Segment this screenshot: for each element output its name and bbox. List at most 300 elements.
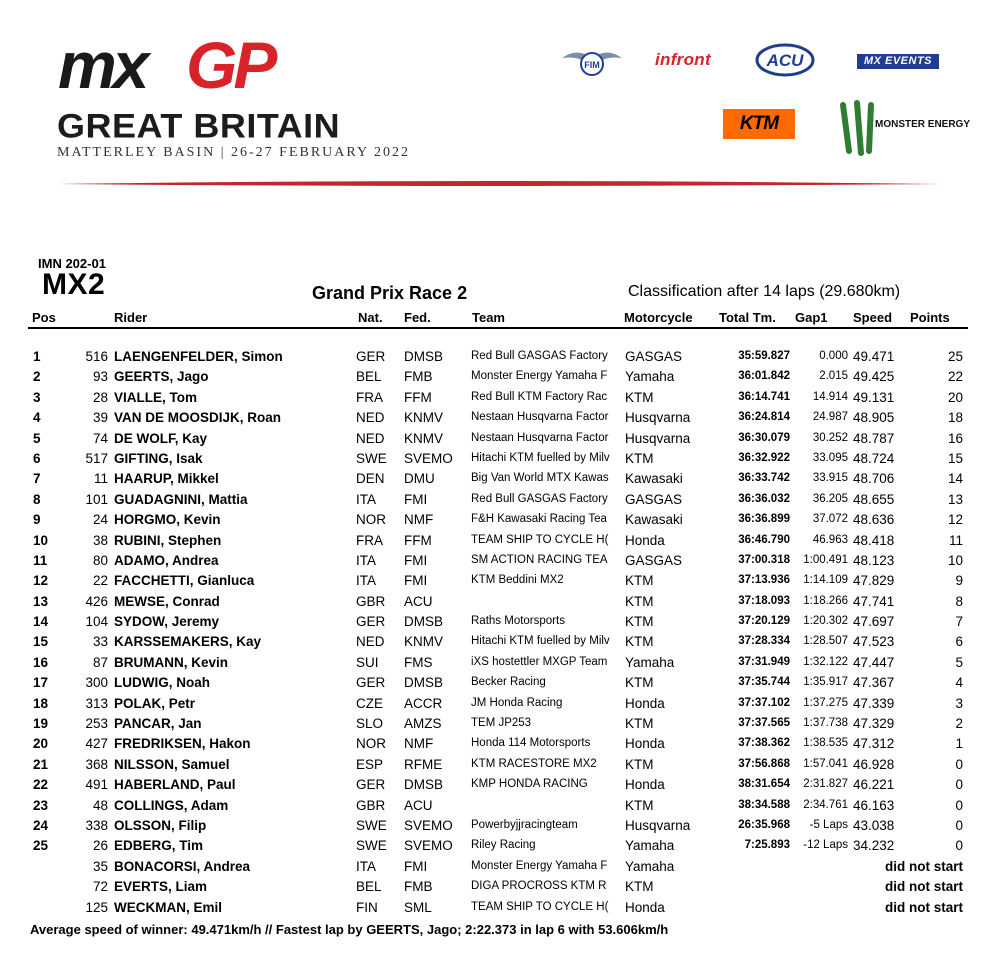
cell-motorcycle: Yamaha bbox=[625, 858, 675, 874]
cell-points: 0 bbox=[955, 838, 963, 854]
table-row bbox=[0, 510, 1000, 530]
cell-rider: SYDOW, Jeremy bbox=[114, 614, 220, 630]
cell-total-time: 37:13.936 bbox=[738, 574, 790, 587]
cell-number: 11 bbox=[93, 471, 108, 487]
table-row bbox=[0, 571, 1000, 591]
cell-speed: 48.724 bbox=[853, 450, 895, 466]
infront-logo: infront bbox=[655, 50, 711, 69]
cell-motorcycle: Honda bbox=[625, 777, 665, 793]
cell-points: 4 bbox=[955, 675, 963, 691]
mxgp-logo-gp: GP bbox=[186, 28, 274, 102]
cell-points: 14 bbox=[947, 471, 963, 487]
cell-team: DIGA PROCROSS KTM R bbox=[471, 880, 607, 893]
cell-number: 517 bbox=[85, 450, 108, 466]
cell-rider: POLAK, Petr bbox=[114, 695, 196, 711]
cell-nationality: BEL bbox=[356, 369, 382, 385]
cell-nationality: ESP bbox=[356, 756, 384, 772]
cell-gap: 1:57.041 bbox=[803, 757, 848, 770]
cell-team: Red Bull KTM Factory Rac bbox=[471, 390, 608, 403]
cell-pos: 3 bbox=[33, 389, 41, 405]
cell-number: 26 bbox=[92, 838, 108, 854]
cell-nationality: BEL bbox=[356, 879, 382, 895]
race-title: Grand Prix Race 2 bbox=[312, 283, 468, 303]
cell-nationality: GER bbox=[356, 675, 386, 691]
event-name: GREAT BRITAIN bbox=[57, 106, 341, 145]
cell-number: 38 bbox=[92, 532, 108, 548]
cell-rider: WECKMAN, Emil bbox=[114, 899, 222, 915]
cell-motorcycle: GASGAS bbox=[625, 552, 683, 568]
cell-gap: -5 Laps bbox=[809, 818, 848, 831]
cell-pos: 24 bbox=[33, 817, 49, 833]
cell-nationality: ITA bbox=[356, 491, 376, 507]
cell-motorcycle: KTM bbox=[625, 716, 654, 732]
cell-nationality: SWE bbox=[356, 817, 387, 833]
cell-speed: 49.131 bbox=[853, 389, 895, 405]
cell-gap: 36.205 bbox=[812, 492, 848, 505]
table-row bbox=[0, 408, 1000, 428]
cell-pos: 12 bbox=[33, 573, 49, 589]
table-row bbox=[0, 673, 1000, 693]
cell-rider: EVERTS, Liam bbox=[114, 879, 208, 895]
cell-pos: 4 bbox=[33, 410, 41, 426]
cell-total-time: 37:18.093 bbox=[738, 594, 790, 607]
table-row bbox=[0, 877, 1000, 897]
cell-number: 101 bbox=[85, 491, 108, 507]
fim-logo bbox=[560, 44, 624, 80]
cell-points: 5 bbox=[955, 654, 963, 670]
cell-motorcycle: Honda bbox=[625, 695, 665, 711]
cell-number: 33 bbox=[92, 634, 108, 650]
cell-pos: 22 bbox=[33, 777, 49, 793]
table-row bbox=[0, 898, 1000, 918]
cell-nationality: CZE bbox=[356, 695, 383, 711]
table-row bbox=[0, 836, 1000, 856]
cell-pos: 1 bbox=[33, 349, 41, 364]
cell-team: KTM RACESTORE MX2 bbox=[471, 757, 597, 770]
cell-gap: 1:37.275 bbox=[803, 696, 848, 709]
cell-motorcycle: KTM bbox=[625, 593, 654, 609]
cell-nationality: GER bbox=[356, 777, 386, 793]
cell-total-time: 37:35.744 bbox=[738, 676, 790, 689]
cell-nationality: SWE bbox=[356, 838, 387, 854]
cell-nationality: FRA bbox=[356, 389, 383, 405]
cell-motorcycle: KTM bbox=[625, 573, 654, 589]
cell-points: 3 bbox=[955, 695, 963, 711]
cell-gap: 24.987 bbox=[812, 411, 848, 424]
cell-total-time: 35:59.827 bbox=[738, 350, 790, 362]
cell-gap: 2:34.761 bbox=[803, 798, 848, 811]
cell-total-time: 37:38.362 bbox=[738, 737, 790, 750]
cell-rider: OLSSON, Filip bbox=[114, 817, 207, 833]
cell-federation: KNMV bbox=[404, 410, 444, 426]
mxgp-logo bbox=[58, 28, 316, 102]
cell-motorcycle: Kawasaki bbox=[625, 512, 683, 528]
cell-pos: 2 bbox=[33, 369, 41, 385]
cell-speed: 48.905 bbox=[853, 410, 895, 426]
cell-number: 300 bbox=[85, 675, 108, 691]
results-table-header bbox=[28, 309, 968, 329]
cell-speed: 48.418 bbox=[853, 532, 895, 548]
cell-pos: 9 bbox=[33, 512, 41, 528]
cell-motorcycle: KTM bbox=[625, 879, 654, 895]
table-row bbox=[0, 469, 1000, 489]
cell-number: 427 bbox=[85, 736, 108, 752]
table-row bbox=[0, 531, 1000, 551]
cell-federation: SVEMO bbox=[404, 817, 453, 833]
cell-number: 35 bbox=[92, 858, 108, 874]
cell-motorcycle: KTM bbox=[625, 634, 654, 650]
cell-number: 80 bbox=[92, 552, 108, 568]
cell-pos: 8 bbox=[33, 491, 41, 507]
cell-total-time: 36:46.790 bbox=[738, 533, 790, 546]
cell-federation: FFM bbox=[404, 532, 432, 548]
cell-pos: 13 bbox=[33, 593, 49, 609]
cell-motorcycle: KTM bbox=[625, 675, 654, 691]
cell-federation: DMU bbox=[404, 471, 435, 487]
table-row bbox=[0, 755, 1000, 775]
race-class: MX2 bbox=[42, 268, 106, 301]
event-venue: MATTERLEY BASIN | 26-27 FEBRUARY 2022 bbox=[57, 145, 411, 160]
cell-team: Red Bull GASGAS Factory bbox=[471, 492, 608, 505]
cell-pos: 10 bbox=[33, 532, 49, 548]
cell-rider: GIFTING, Isak bbox=[114, 450, 203, 466]
cell-speed: 47.697 bbox=[853, 614, 895, 630]
cell-total-time: 36:32.922 bbox=[738, 451, 790, 464]
cell-rider: BRUMANN, Kevin bbox=[114, 654, 229, 670]
cell-total-time: 36:36.899 bbox=[738, 513, 790, 526]
cell-team: Becker Racing bbox=[471, 676, 546, 689]
cell-motorcycle: KTM bbox=[625, 389, 654, 405]
cell-total-time: 7:25.893 bbox=[744, 839, 790, 852]
cell-total-time: 37:28.334 bbox=[738, 635, 790, 648]
cell-nationality: SLO bbox=[356, 716, 384, 732]
cell-motorcycle: Yamaha bbox=[625, 838, 675, 854]
cell-number: 313 bbox=[85, 695, 108, 711]
cell-team: Riley Racing bbox=[471, 839, 536, 852]
cell-rider: HORGMO, Kevin bbox=[114, 512, 221, 528]
cell-speed: 48.787 bbox=[853, 430, 895, 446]
cell-total-time: 37:00.318 bbox=[738, 553, 790, 566]
cell-team: F&H Kawasaki Racing Tea bbox=[471, 513, 607, 526]
cell-number: 39 bbox=[92, 410, 108, 426]
cell-federation: FMI bbox=[404, 491, 428, 507]
cell-total-time: 37:37.565 bbox=[738, 717, 790, 730]
cell-number: 87 bbox=[92, 654, 108, 670]
cell-motorcycle: KTM bbox=[625, 756, 654, 772]
cell-nationality: DEN bbox=[356, 471, 385, 487]
cell-rider: NILSSON, Samuel bbox=[114, 756, 230, 772]
cell-number: 22 bbox=[92, 573, 108, 589]
classification-summary: Classification after 14 laps (29.680km) bbox=[628, 283, 901, 300]
cell-federation: FMS bbox=[404, 654, 433, 670]
cell-points: 11 bbox=[948, 532, 963, 548]
col-rider: Rider bbox=[114, 310, 148, 325]
cell-federation: KNMV bbox=[404, 430, 444, 446]
cell-motorcycle: KTM bbox=[625, 450, 654, 466]
table-row bbox=[0, 367, 1000, 387]
cell-federation: SVEMO bbox=[404, 838, 453, 854]
cell-pos: 15 bbox=[33, 634, 49, 650]
monster-energy-logo bbox=[835, 101, 971, 155]
cell-total-time: 26:35.968 bbox=[738, 818, 790, 831]
cell-gap: 1:37.738 bbox=[803, 717, 848, 730]
cell-speed: 47.329 bbox=[853, 716, 895, 732]
cell-rider: GEERTS, Jago bbox=[114, 369, 209, 385]
cell-rider: ADAMO, Andrea bbox=[114, 552, 219, 568]
table-row bbox=[0, 551, 1000, 571]
cell-nationality: NOR bbox=[356, 512, 386, 528]
cell-speed: 43.038 bbox=[853, 817, 895, 833]
cell-federation: DMSB bbox=[404, 777, 444, 793]
cell-motorcycle: KTM bbox=[625, 614, 654, 630]
table-row bbox=[0, 775, 1000, 795]
cell-speed: 48.123 bbox=[853, 552, 895, 568]
cell-team: Monster Energy Yamaha F bbox=[471, 370, 608, 383]
cell-total-time: 36:30.079 bbox=[738, 431, 790, 444]
col-team: Team bbox=[472, 310, 505, 325]
cell-speed: 47.829 bbox=[853, 573, 895, 589]
cell-gap: 30.252 bbox=[812, 431, 848, 444]
race-footer-summary: Average speed of winner: 49.471km/h // Fastest lap by GEERTS, Jago; 2:22.373 in lap 6 with 53.606km/h bbox=[30, 922, 669, 937]
cell-speed: 48.655 bbox=[853, 491, 895, 507]
cell-speed: 47.339 bbox=[853, 695, 895, 711]
cell-total-time: 36:14.741 bbox=[738, 390, 790, 403]
cell-speed: 47.367 bbox=[853, 675, 895, 691]
cell-federation: SVEMO bbox=[404, 450, 453, 466]
acu-logo bbox=[755, 43, 815, 79]
cell-rider: DE WOLF, Kay bbox=[114, 430, 208, 446]
cell-rider: FACCHETTI, Gianluca bbox=[114, 573, 255, 589]
table-row bbox=[0, 347, 1000, 367]
col-gap: Gap1 bbox=[795, 310, 828, 325]
col-fed: Fed. bbox=[404, 310, 431, 325]
cell-speed: 47.312 bbox=[853, 736, 895, 752]
col-total-time: Total Tm. bbox=[719, 310, 776, 325]
cell-number: 253 bbox=[85, 716, 108, 732]
cell-speed: 48.706 bbox=[853, 471, 895, 487]
cell-total-time: 38:31.654 bbox=[738, 778, 790, 791]
table-row bbox=[0, 796, 1000, 816]
cell-team: KMP HONDA RACING bbox=[471, 778, 588, 791]
cell-points: 10 bbox=[947, 552, 963, 568]
cell-motorcycle: Honda bbox=[625, 899, 665, 915]
cell-nationality: ITA bbox=[356, 552, 376, 568]
cell-number: 72 bbox=[92, 879, 108, 895]
cell-number: 368 bbox=[85, 756, 108, 772]
cell-rider: VAN DE MOOSDIJK, Roan bbox=[114, 410, 282, 426]
cell-rider: HABERLAND, Paul bbox=[114, 777, 236, 793]
cell-pos: 18 bbox=[33, 695, 49, 711]
table-row bbox=[0, 653, 1000, 673]
table-row bbox=[0, 429, 1000, 449]
cell-nationality: SWE bbox=[356, 450, 387, 466]
cell-motorcycle: Husqvarna bbox=[625, 410, 691, 426]
cell-federation: NMF bbox=[404, 736, 434, 752]
cell-rider: BONACORSI, Andrea bbox=[114, 858, 251, 874]
cell-pos: 16 bbox=[33, 654, 49, 670]
table-row bbox=[0, 612, 1000, 632]
cell-speed: 49.425 bbox=[853, 369, 895, 385]
cell-federation: FMI bbox=[404, 573, 428, 589]
cell-federation: FFM bbox=[404, 389, 432, 405]
cell-federation: DMSB bbox=[404, 614, 444, 630]
cell-gap: 14.914 bbox=[812, 390, 848, 403]
cell-motorcycle: GASGAS bbox=[625, 349, 683, 364]
results-table-body bbox=[0, 347, 1000, 918]
cell-nationality: GBR bbox=[356, 797, 386, 813]
cell-team: Honda 114 Motorsports bbox=[471, 737, 591, 750]
cell-motorcycle: Honda bbox=[625, 532, 665, 548]
cell-total-time: 38:34.588 bbox=[738, 798, 790, 811]
cell-federation: FMB bbox=[404, 879, 433, 895]
cell-federation: AMZS bbox=[404, 716, 442, 732]
cell-nationality: ITA bbox=[356, 858, 376, 874]
cell-team: Monster Energy Yamaha F bbox=[471, 859, 608, 872]
cell-rider: KARSSEMAKERS, Kay bbox=[114, 634, 262, 650]
cell-team: iXS hostettler MXGP Team bbox=[471, 655, 608, 668]
cell-number: 48 bbox=[92, 797, 108, 813]
cell-team: Raths Motorsports bbox=[471, 615, 565, 628]
cell-gap: 1:00.491 bbox=[803, 553, 848, 566]
cell-gap: 1:32.122 bbox=[803, 655, 848, 668]
cell-federation: SML bbox=[404, 899, 432, 915]
cell-number: 28 bbox=[92, 389, 108, 405]
cell-points: 8 bbox=[955, 593, 963, 609]
ktm-logo: KTM bbox=[723, 109, 795, 139]
cell-team: Hitachi KTM fuelled by Milv bbox=[471, 451, 610, 464]
cell-nationality: GER bbox=[356, 349, 386, 364]
mxgp-logo-mx: mx bbox=[58, 28, 146, 102]
cell-speed: 47.447 bbox=[853, 654, 895, 670]
cell-gap: 37.072 bbox=[812, 513, 848, 526]
cell-pos: 19 bbox=[33, 716, 49, 732]
cell-gap: 1:38.535 bbox=[803, 737, 848, 750]
cell-nationality: FRA bbox=[356, 532, 383, 548]
cell-federation: ACU bbox=[404, 797, 433, 813]
cell-points: 2 bbox=[955, 716, 963, 732]
cell-federation: NMF bbox=[404, 512, 434, 528]
cell-number: 125 bbox=[85, 899, 108, 915]
table-row bbox=[0, 449, 1000, 469]
cell-points: 22 bbox=[947, 369, 963, 385]
cell-rider: COLLINGS, Adam bbox=[114, 797, 229, 813]
cell-gap: 1:35.917 bbox=[803, 676, 848, 689]
cell-number: 516 bbox=[85, 349, 108, 364]
cell-nationality: SUI bbox=[356, 654, 379, 670]
cell-number: 426 bbox=[85, 593, 108, 609]
cell-speed: 46.221 bbox=[853, 777, 895, 793]
cell-gap: 46.963 bbox=[812, 533, 848, 546]
cell-team: Nestaan Husqvarna Factor bbox=[471, 431, 609, 444]
cell-number: 74 bbox=[92, 430, 108, 446]
document-code: IMN 202-01 bbox=[38, 256, 106, 271]
cell-status: did not start bbox=[885, 879, 963, 895]
cell-federation: KNMV bbox=[404, 634, 444, 650]
cell-rider: LUDWIG, Noah bbox=[114, 675, 210, 691]
cell-rider: EDBERG, Tim bbox=[114, 838, 204, 854]
cell-speed: 48.636 bbox=[853, 512, 895, 528]
cell-nationality: FIN bbox=[356, 899, 378, 915]
cell-rider: HAARUP, Mikkel bbox=[114, 471, 219, 487]
cell-rider: RUBINI, Stephen bbox=[114, 532, 222, 548]
col-nat: Nat. bbox=[358, 310, 383, 325]
cell-speed: 47.523 bbox=[853, 634, 895, 650]
cell-team: Nestaan Husqvarna Factor bbox=[471, 411, 609, 424]
cell-nationality: ITA bbox=[356, 573, 376, 589]
cell-speed: 49.471 bbox=[853, 349, 895, 364]
cell-total-time: 37:31.949 bbox=[738, 655, 790, 668]
cell-motorcycle: Honda bbox=[625, 736, 665, 752]
cell-motorcycle: GASGAS bbox=[625, 491, 683, 507]
cell-speed: 46.928 bbox=[853, 756, 895, 772]
cell-points: 0 bbox=[955, 817, 963, 833]
cell-points: 15 bbox=[947, 450, 963, 466]
cell-speed: 47.741 bbox=[853, 593, 895, 609]
col-motorcycle: Motorcycle bbox=[624, 310, 693, 325]
cell-gap: 33.095 bbox=[812, 451, 848, 464]
cell-team: Powerbyjjracingteam bbox=[471, 818, 578, 831]
cell-rider: MEWSE, Conrad bbox=[114, 593, 220, 609]
acu-logo-text: ACU bbox=[766, 51, 804, 70]
cell-team: Hitachi KTM fuelled by Milv bbox=[471, 635, 610, 648]
cell-gap: 33.915 bbox=[812, 472, 848, 485]
cell-status: did not start bbox=[885, 899, 963, 915]
cell-motorcycle: Yamaha bbox=[625, 369, 675, 385]
cell-federation: ACCR bbox=[404, 695, 443, 711]
event-header bbox=[0, 0, 1000, 200]
cell-nationality: GER bbox=[356, 614, 386, 630]
mx-events-logo: MX EVENTS bbox=[857, 54, 939, 69]
cell-team: TEAM SHIP TO CYCLE H( bbox=[471, 900, 609, 913]
cell-gap: 1:14.109 bbox=[803, 574, 848, 587]
fim-logo-text: FIM bbox=[584, 60, 600, 70]
cell-points: 25 bbox=[947, 349, 963, 364]
cell-nationality: NOR bbox=[356, 736, 386, 752]
col-speed: Speed bbox=[853, 310, 893, 325]
header-divider bbox=[58, 180, 940, 188]
table-row bbox=[0, 714, 1000, 734]
cell-team: KTM Beddini MX2 bbox=[471, 574, 564, 587]
cell-rider: LAENGENFELDER, Simon bbox=[114, 349, 283, 364]
cell-pos: 6 bbox=[33, 450, 41, 466]
cell-points: 20 bbox=[947, 389, 963, 405]
cell-pos: 14 bbox=[33, 614, 49, 630]
cell-team: Big Van World MTX Kawas bbox=[471, 472, 609, 485]
cell-points: 0 bbox=[955, 777, 963, 793]
cell-rider: GUADAGNINI, Mattia bbox=[114, 491, 248, 507]
cell-total-time: 36:36.032 bbox=[738, 492, 790, 505]
monster-logo-text: MONSTER ENERGY bbox=[875, 119, 971, 130]
cell-federation: RFME bbox=[404, 756, 443, 772]
cell-number: 24 bbox=[92, 512, 108, 528]
cell-points: 16 bbox=[947, 430, 963, 446]
cell-points: 12 bbox=[947, 512, 963, 528]
cell-motorcycle: KTM bbox=[625, 797, 654, 813]
cell-rider: PANCAR, Jan bbox=[114, 716, 202, 732]
cell-federation: FMI bbox=[404, 552, 428, 568]
cell-federation: DMSB bbox=[404, 349, 444, 364]
cell-nationality: NED bbox=[356, 410, 385, 426]
cell-points: 6 bbox=[955, 634, 963, 650]
cell-federation: FMI bbox=[404, 858, 428, 874]
cell-gap: 2.015 bbox=[819, 370, 848, 383]
table-row bbox=[0, 694, 1000, 714]
cell-pos: 21 bbox=[33, 756, 49, 772]
cell-federation: DMSB bbox=[404, 675, 444, 691]
table-row bbox=[0, 632, 1000, 652]
cell-number: 93 bbox=[92, 369, 108, 385]
cell-pos: 25 bbox=[33, 838, 49, 854]
